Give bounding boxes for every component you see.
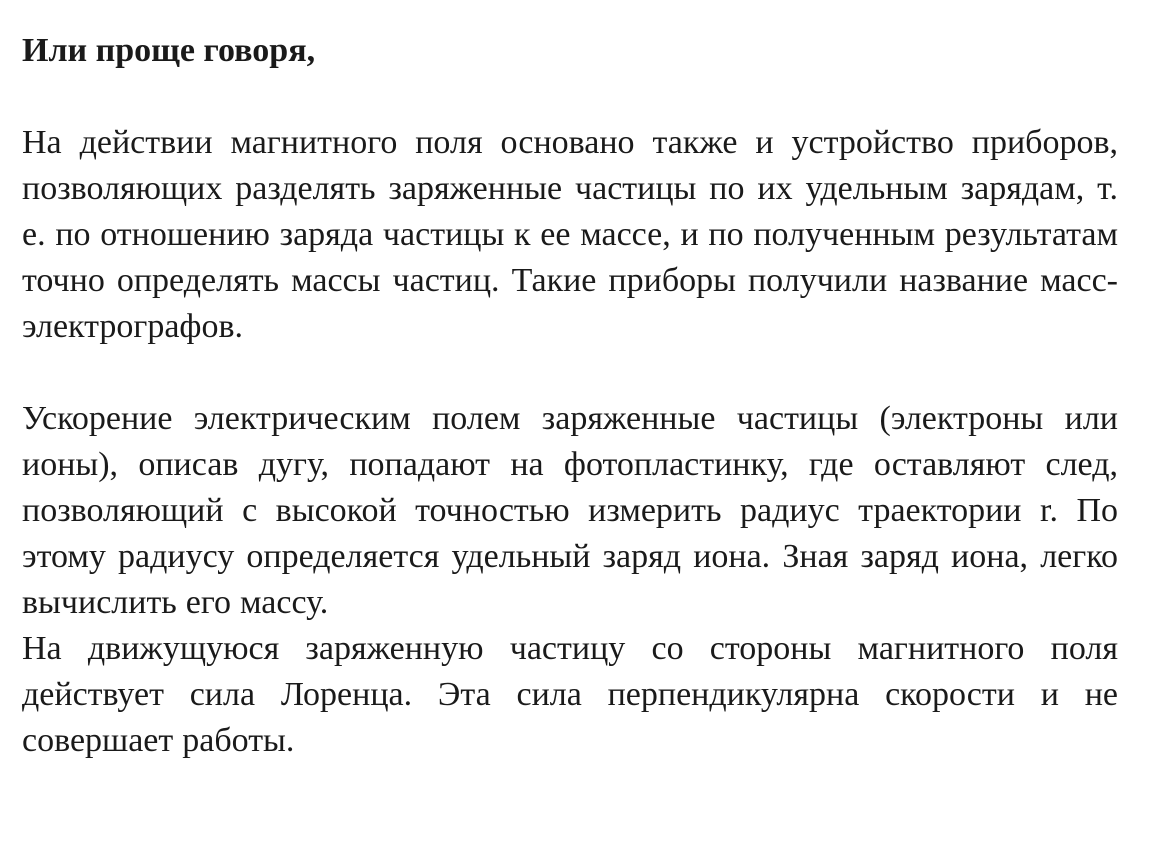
page-heading: Или проще говоря,: [22, 32, 316, 69]
paragraph-lorentz-force: На движущуюся заряженную частицу со стороны магнитного поля действует сила Лоренца. Эта сила перпендикулярна скорости и не совершает работы.: [22, 630, 1118, 759]
paragraph-mass-spectrograph: На действии магнитного поля основано также и устройство приборов, позволяющих разделять заряженные частицы по их удельным зарядам, т. е. по отношению заряда частицы к ее массе, и по полученным результатам точно определять массы частиц. Такие приборы получили название масс-электрографов.: [22, 124, 1118, 345]
paragraph-spacer: [22, 350, 1118, 396]
paragraph-acceleration: Ускорение электрическим полем заряженные частицы (электроны или ионы), описав дугу, попадают на фотопластинку, где оставляют след, позволяющий с высокой точностью измерить радиус траектории r. По этому радиусу определяется удельный заряд иона. Зная заряд иона, легко вычислить его массу.: [22, 400, 1118, 621]
